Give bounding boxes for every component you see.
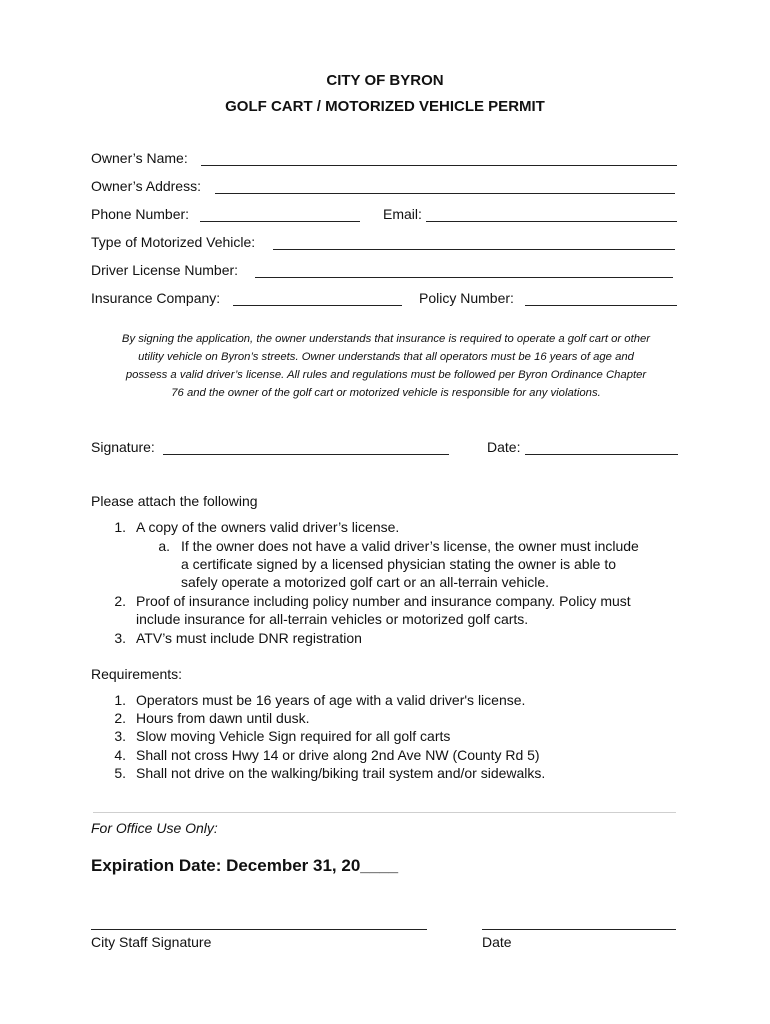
license-field[interactable] xyxy=(255,277,673,278)
city-name: CITY OF BYRON xyxy=(326,72,444,89)
phone-label: Phone Number: xyxy=(91,206,190,222)
list-text: Shall not cross Hwy 14 or drive along 2nd Ave NW (County Rd 5) xyxy=(136,747,540,763)
insurance-row xyxy=(91,290,220,308)
date-field[interactable] xyxy=(525,454,678,455)
list-text: Operators must be 16 years of age with a valid driver's license. xyxy=(136,692,526,708)
signature-label: Signature: xyxy=(91,439,155,455)
vehicle-type-label: Type of Motorized Vehicle: xyxy=(91,234,256,250)
list-number: 3. xyxy=(114,630,126,646)
list-number: 5. xyxy=(114,765,126,781)
insurance-field[interactable] xyxy=(233,305,402,306)
statement-line: utility vehicle on Byron’s streets. Owner understands that all operators must be 16 years of age and xyxy=(138,351,634,363)
list-text: Shall not drive on the walking/biking trail system and/or sidewalks. xyxy=(136,765,546,781)
statement-line: 76 and the owner of the golf cart or motorized vehicle is responsible for any violations. xyxy=(171,387,601,399)
insurance-label: Insurance Company: xyxy=(91,290,221,306)
list-number: 2. xyxy=(114,593,126,609)
vehicle-type-field[interactable] xyxy=(273,249,675,250)
office-divider xyxy=(93,812,676,813)
email-field[interactable] xyxy=(426,221,677,222)
email-label: Email: xyxy=(383,206,422,222)
list-number: 4. xyxy=(114,747,126,763)
expiration-date: Expiration Date: December 31, 20____ xyxy=(91,856,399,875)
list-number: 1. xyxy=(114,692,126,708)
list-number: 2. xyxy=(114,710,126,726)
staff-signature-label: City Staff Signature xyxy=(91,934,212,950)
vehicle-type-row xyxy=(91,234,255,252)
attach-heading: Please attach the following xyxy=(91,493,258,509)
owner-name-field[interactable] xyxy=(201,165,677,166)
requirements-heading: Requirements: xyxy=(91,666,183,682)
owner-name-label: Owner’s Name: xyxy=(91,150,188,166)
policy-field[interactable] xyxy=(525,305,677,306)
staff-signature-field[interactable] xyxy=(91,929,427,930)
list-letter: a. xyxy=(158,538,170,554)
staff-date-field[interactable] xyxy=(482,929,676,930)
list-text: a certificate signed by a licensed physician stating the owner is able to xyxy=(181,556,617,572)
owner-address-field[interactable] xyxy=(215,193,675,194)
owner-address-label: Owner’s Address: xyxy=(91,178,201,194)
phone-field[interactable] xyxy=(200,221,360,222)
list-text: Slow moving Vehicle Sign required for all golf carts xyxy=(136,728,451,744)
list-text: Proof of insurance including policy number and insurance company. Policy must xyxy=(136,593,631,609)
license-row xyxy=(91,262,238,280)
agreement-statement xyxy=(91,330,681,402)
list-text: Hours from dawn until dusk. xyxy=(136,710,310,726)
list-text: ATV’s must include DNR registration xyxy=(136,630,362,646)
policy-label: Policy Number: xyxy=(419,290,514,306)
list-text: A copy of the owners valid driver’s license. xyxy=(136,519,400,535)
list-text: include insurance for all-terrain vehicles or motorized golf carts. xyxy=(136,611,529,627)
permit-title: GOLF CART / MOTORIZED VEHICLE PERMIT xyxy=(225,98,545,115)
phone-row xyxy=(91,206,189,224)
owner-name-row xyxy=(91,150,188,168)
date-label: Date: xyxy=(487,439,521,455)
list-number: 1. xyxy=(114,519,126,535)
signature-field[interactable] xyxy=(163,454,449,455)
owner-address-row xyxy=(91,178,201,196)
license-label: Driver License Number: xyxy=(91,262,239,278)
staff-date-label: Date xyxy=(482,934,512,950)
list-text: safely operate a motorized golf cart or an all-terrain vehicle. xyxy=(181,574,550,590)
list-number: 3. xyxy=(114,728,126,744)
statement-line: By signing the application, the owner understands that insurance is required to operate a golf cart or other xyxy=(121,333,651,345)
statement-line: possess a valid driver’s license. All rules and regulations must be followed per Byron Ordinance Chapter xyxy=(125,369,647,381)
office-use-label: For Office Use Only: xyxy=(91,820,218,836)
list-text: If the owner does not have a valid driver’s license, the owner must include xyxy=(181,538,639,554)
